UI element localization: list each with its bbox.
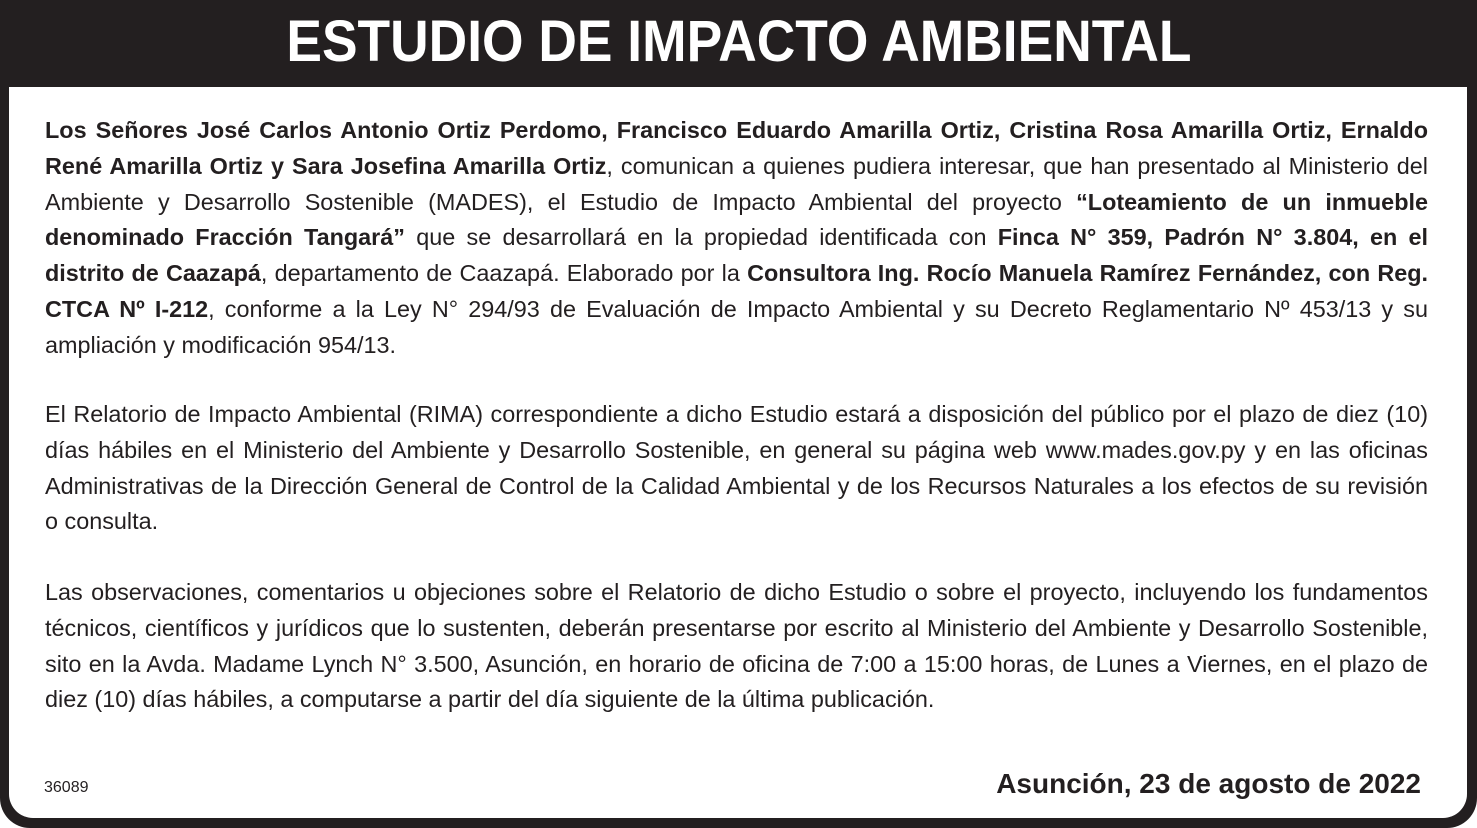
paragraph-observations: Las observaciones, comentarios u objeciones sobre el Relatorio de dicho Estudio o sobre el proyecto, incluyendo los fundamentos técnicos, científicos y jurídicos que lo sustenten, deberán presentarse por escrito al Ministerio del Ambiente y Desarrollo Sostenible, sito en la Avda. Madame Lynch N° 3.500, Asunción, en horario de oficina de 7:00 a 15:00 horas, de Lunes a Viernes, en el plazo de diez (10) días hábiles, a computarse a partir del día siguiente de la última publicación. bbox=[45, 579, 1428, 713]
project-name: “Loteamiento de un inmueble denominado Fracción Tangará” bbox=[45, 188, 1428, 251]
consultant-name: Consultora Ing. Rocío Manuela Ramírez Fernández, con Reg. CTCA Nº I-212 bbox=[45, 260, 1429, 322]
paragraph-rima-availability: El Relatorio de Impacto Ambiental (RIMA) correspondiente a dicho Estudio estará a disposición del público por el plazo de diez (10) días hábiles en el Ministerio del Ambiente y Desarrollo Sostenible, en general su página web www.mades.gov.py y en las oficinas Administrativas de la Dirección General de Control de la Calidad Ambiental y de los Recursos Naturales a los efectos de su revisión o consulta. bbox=[45, 401, 1428, 535]
applicant-names: Los Señores José Carlos Antonio Ortiz Perdomo, Francisco Eduardo Amarilla Ortiz, Cristina Rosa Amarilla Ortiz, Ernaldo René Amarilla Ortiz y Sara Josefina Amarilla Ortiz bbox=[45, 117, 1428, 179]
reference-number: 36089 bbox=[44, 779, 89, 796]
announcement-text-4: , conforme a la Ley N° 294/93 de Evaluación de Impacto Ambiental y su Decreto Reglamentario Nº 453/13 y su ampliación y modificación 954/13. bbox=[45, 295, 1428, 358]
property-identification: Finca N° 359, Padrón N° 3.804, en el distrito de Caazapá bbox=[45, 224, 1429, 287]
announcement-text-1: , comunican a quienes pudiera interesar, que han presentado al Ministerio del Ambiente y Desarrollo Sostenible (MADES), el Estudio de Impacto Ambiental del proyecto bbox=[45, 152, 1428, 215]
announcement-text-3: , departamento de Caazapá. Elaborado por la bbox=[260, 260, 748, 287]
notice-body bbox=[9, 87, 1467, 818]
paragraph-announcement bbox=[45, 113, 1428, 364]
notice-title: ESTUDIO DE IMPACTO AMBIENTAL bbox=[285, 8, 1192, 74]
notice-header bbox=[0, 0, 1477, 85]
announcement-text-2: que se desarrollará en la propiedad identificada con bbox=[404, 224, 998, 251]
place-date: Asunción, 23 de agosto de 2022 bbox=[996, 768, 1421, 799]
